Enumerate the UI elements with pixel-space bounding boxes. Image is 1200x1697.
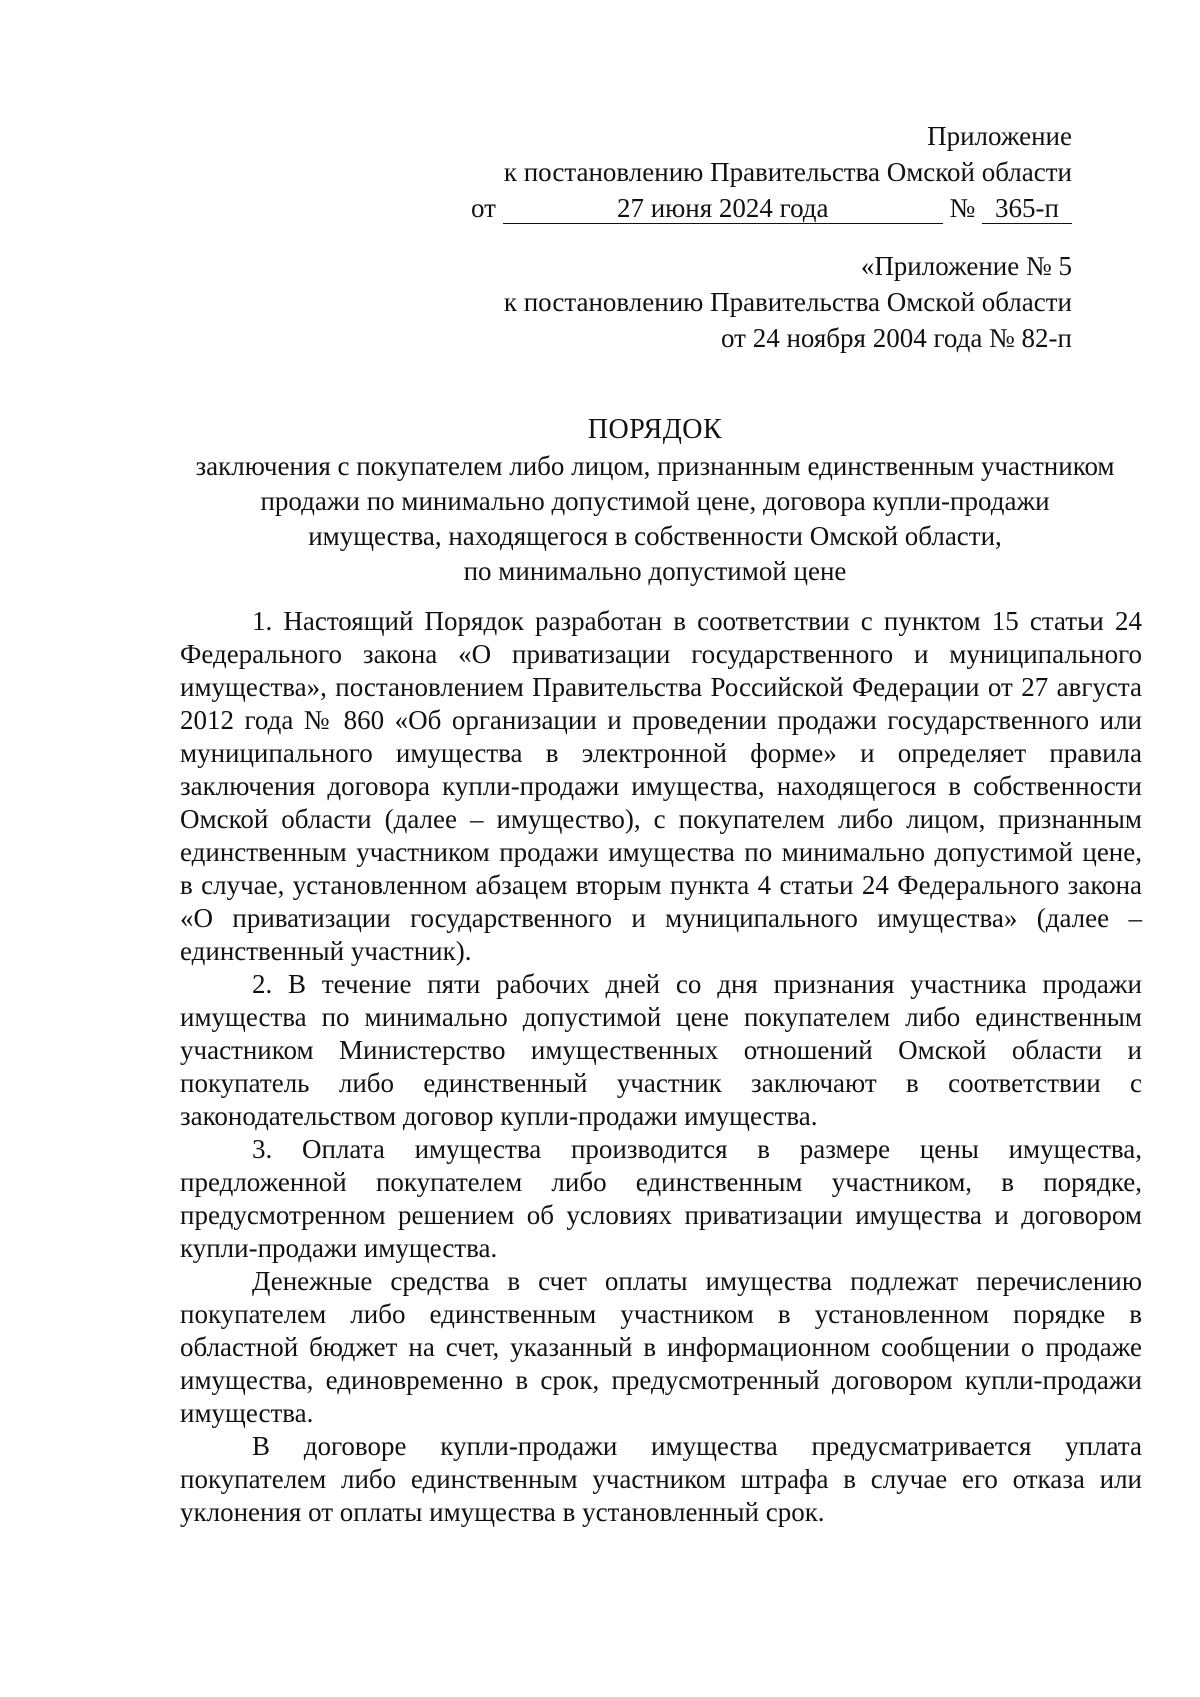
original-appendix-label: «Приложение № 5 [860, 251, 1072, 281]
document-title [170, 412, 1140, 589]
document-body [180, 605, 1142, 1529]
title-line: заключения с покупателем либо лицом, признанным единственным участником [195, 451, 1115, 481]
appendix-label: Приложение [927, 121, 1072, 151]
appendix-resolution-ref: к постановлению Правительства Омской области [503, 157, 1072, 187]
paragraph-1: 1. Настоящий Порядок разработан в соответствии с пунктом 15 статьи 24 Федерального закона «О приватизации государственного и муниципального имущества», постановлением Правительства Российской Федерации от 27 августа 2012 года № 860 «Об организации и проведении продажи государственного или муниципального имущества в электронной форме» и определяет правила заключения договора купли-продажи имущества, находящегося в собственности Омской области (далее – имущество), с покупателем либо лицом, признанным единственным участником продажи имущества по минимально допустимой цене, в случае, установленном абзацем вторым пункта 4 статьи 24 Федерального закона «О приватизации государственного и муниципального имущества» (далее – единственный участник). [180, 606, 1142, 966]
paragraph-3-funds: Денежные средства в счет оплаты имущества подлежат перечислению покупателем либо единственным участником в установленном порядке в областной бюджет на счет, указанный в информационном сообщении о продаже имущества, единовременно в срок, предусмотренный договором купли-продажи имущества. [180, 1266, 1142, 1428]
title-line: по минимально допустимой цене [463, 556, 847, 586]
title-main: ПОРЯДОК [587, 414, 723, 445]
original-resolution-date: от 24 ноября 2004 года № 82-п [721, 323, 1072, 353]
appendix-header [471, 118, 1072, 226]
paragraph-2: 2. В течение пяти рабочих дней со дня признания участника продажи имущества по минимально допустимой цене покупателем либо единственным участником Министерство имущественных отношений Омской области и покупатель либо единственный участник заключают в соответствии с законодательством договор купли-продажи имущества. [180, 969, 1142, 1131]
paragraph-3-penalty: В договоре купли-продажи имущества предусматривается уплата покупателем либо единственным участником штрафа в случае его отказа или уклонения от оплаты имущества в установленный срок. [180, 1431, 1142, 1527]
paragraph-3: 3. Оплата имущества производится в размере цены имущества, предложенной покупателем либо единственным участником, в порядке, предусмотренном решением об условиях приватизации имущества и договором купли-продажи имущества. [180, 1134, 1142, 1263]
title-line: имущества, находящегося в собственности Омской области, [308, 521, 1002, 551]
original-resolution-ref: к постановлению Правительства Омской области [503, 287, 1072, 317]
original-appendix-header [504, 248, 1072, 356]
number-prefix: № [949, 193, 976, 223]
resolution-number: 365-п [982, 193, 1072, 224]
resolution-date: 27 июня 2024 года [503, 193, 943, 224]
appendix-date-number-line [471, 190, 1072, 226]
title-line: продажи по минимально допустимой цене, договора купли-продажи [260, 486, 1050, 516]
date-prefix: от [471, 193, 496, 223]
